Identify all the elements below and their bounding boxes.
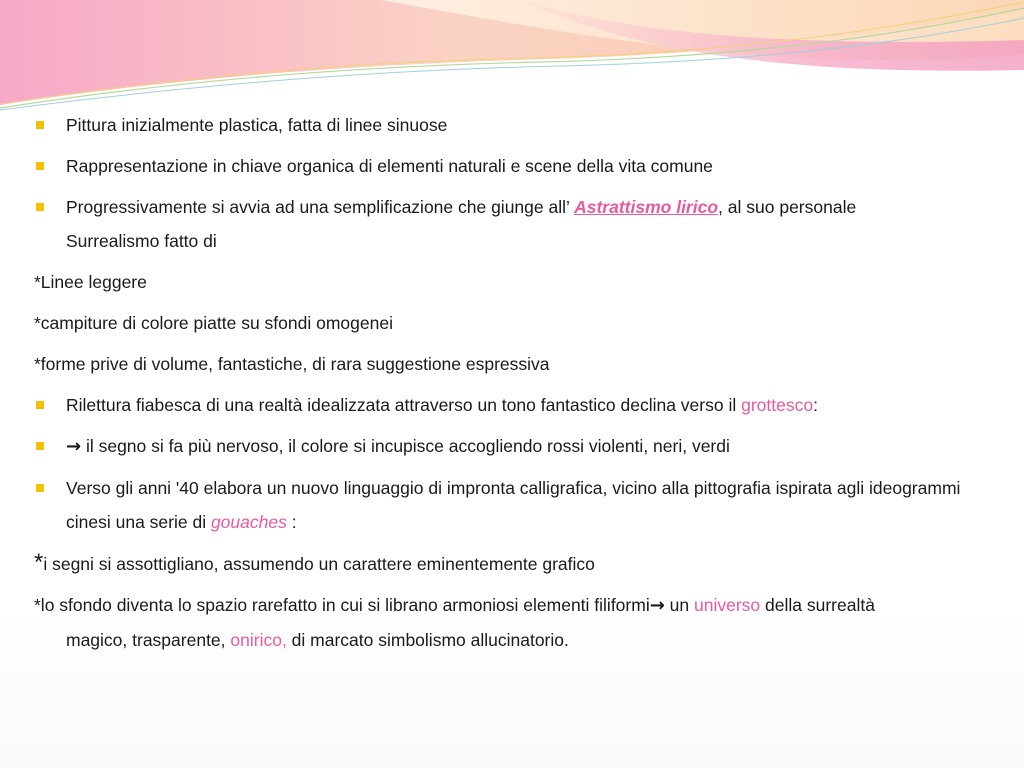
bullet-item [34, 149, 994, 183]
slide-body [34, 108, 994, 664]
note-text: di marcato simbolismo allucinatorio. [286, 630, 569, 650]
highlight-astrattismo-lirico: Astrattismo lirico [574, 197, 719, 217]
bullet-text: : [813, 395, 818, 415]
header-decoration [0, 0, 1024, 120]
bullet-text: , al suo personale [718, 197, 857, 217]
note-line [34, 588, 994, 657]
note-text: *campiture di colore piatte su sfondi omogenei [34, 313, 393, 333]
bullet-item [34, 388, 994, 422]
highlight-universo: universo [694, 595, 761, 615]
note-text: *forme prive di volume, fantastiche, di rara suggestione espressiva [34, 354, 550, 374]
arrow-right-icon: → [649, 595, 665, 616]
asterisk-marker: * [34, 549, 44, 576]
note-line [34, 347, 994, 381]
bullet-text: il segno si fa più nervoso, il colore si incupisce accogliendo rossi violenti, neri, verdi [81, 436, 730, 456]
bullet-text: Verso gli anni '40 elabora un nuovo linguaggio di impronta calligrafica, vicino alla pittografia ispirata agli ideogrammi cinesi una serie di [66, 478, 961, 532]
bullet-text: : [286, 512, 297, 532]
note-text: un [664, 595, 695, 615]
highlight-grottesco: grottesco [741, 395, 814, 415]
note-text: *lo sfondo diventa lo spazio rarefatto in cui si librano armoniosi elementi filiformi [34, 595, 650, 615]
note-continuation [34, 623, 994, 657]
note-text: della surrealtà [760, 595, 875, 615]
note-text: magico, trasparente, [66, 630, 231, 650]
square-bullet-icon [36, 401, 44, 409]
bullet-text: Pittura inizialmente plastica, fatta di linee sinuose [66, 115, 448, 135]
bullet-text: Rilettura fiabesca di una realtà idealizzata attraverso un tono fantastico declina verso il [66, 395, 742, 415]
square-bullet-icon [36, 121, 44, 129]
square-bullet-icon [36, 484, 44, 492]
bullet-text: Rappresentazione in chiave organica di elementi naturali e scene della vita comune [66, 156, 713, 176]
bullet-text: Progressivamente si avvia ad una semplificazione che giunge all’ [66, 197, 575, 217]
bullet-item [34, 190, 994, 258]
note-line [34, 306, 994, 340]
note-line [34, 265, 994, 299]
highlight-gouaches: gouaches [210, 512, 287, 532]
square-bullet-icon [36, 442, 44, 450]
arrow-right-icon: → [66, 436, 82, 457]
bullet-item [34, 471, 994, 539]
square-bullet-icon [36, 203, 44, 211]
note-text: i segni si assottigliano, assumendo un carattere eminentemente grafico [43, 554, 595, 574]
bullet-text-continuation: Surrealismo fatto di [66, 231, 217, 251]
bullet-item [34, 108, 994, 142]
note-line [34, 546, 994, 581]
bullet-item [34, 429, 994, 464]
square-bullet-icon [36, 162, 44, 170]
highlight-onirico: onirico, [230, 630, 287, 650]
note-text: *Linee leggere [34, 272, 147, 292]
